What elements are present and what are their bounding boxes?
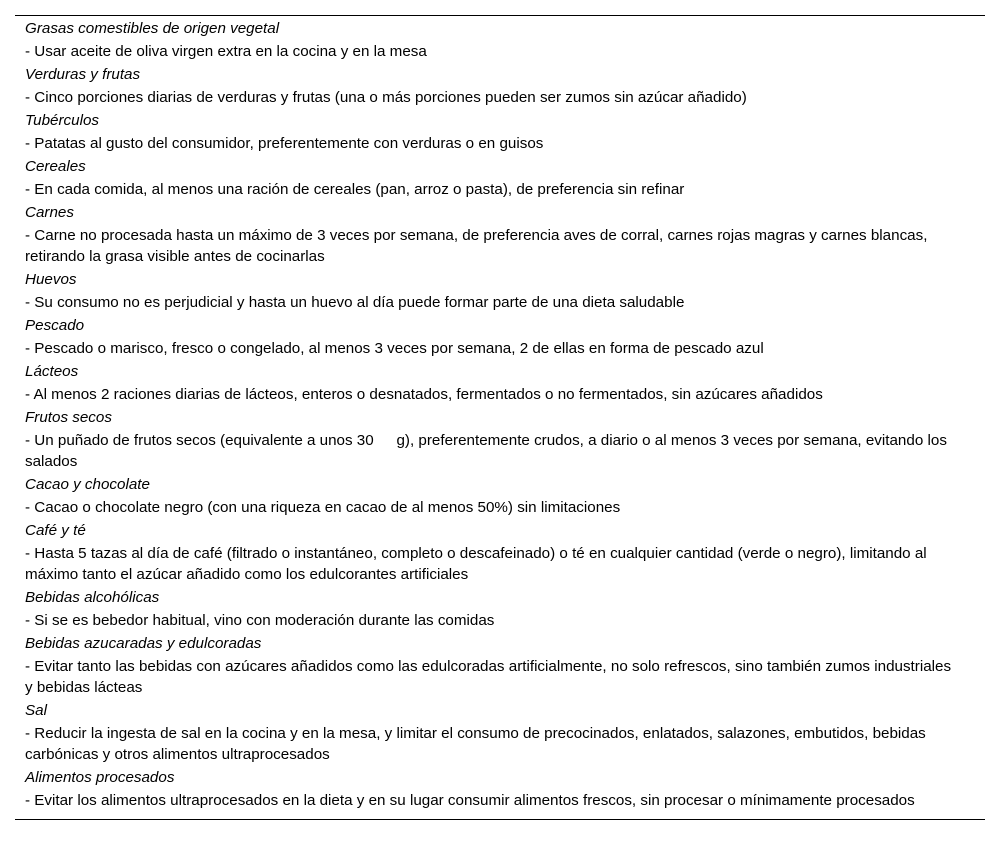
recommendation-text: - Patatas al gusto del consumidor, preferentemente con verduras o en guisos [25,135,544,152]
category-label: Cacao y chocolate [25,476,150,493]
recommendation-text: - Usar aceite de oliva virgen extra en la cocina y en la mesa [25,43,427,60]
category-label: Tubérculos [25,112,100,129]
category-label: Carnes [25,204,74,221]
recommendation-text: - Cinco porciones diarias de verduras y frutas (una o más porciones pueden ser zumos sin azúcar añadido) [25,89,747,106]
category-label: Sal [25,702,47,719]
recommendation-text: - Evitar los alimentos ultraprocesados en la dieta y en su lugar consumir alimentos frescos, sin procesar o mínimamente procesados [25,792,915,809]
category-label: Bebidas alcohólicas [25,589,160,606]
category-label: Pescado [25,317,85,334]
recommendations-table [15,15,985,820]
category-label: Cereales [25,158,86,175]
category-label: Bebidas azucaradas y edulcoradas [25,635,262,652]
category-label: Grasas comestibles de origen vegetal [25,20,280,37]
recommendation-text: - Carne no procesada hasta un máximo de 3 veces por semana, de preferencia aves de corral, carnes rojas magras y carnes blancas, retirando la grasa visible antes de cocinarlas [25,227,928,265]
category-label: Café y té [25,522,86,539]
category-label: Lácteos [25,363,79,380]
recommendation-text: - Si se es bebedor habitual, vino con moderación durante las comidas [25,612,495,629]
recommendation-text: - Pescado o marisco, fresco o congelado, al menos 3 veces por semana, 2 de ellas en forma de pescado azul [25,340,764,357]
recommendation-text: - Al menos 2 raciones diarias de lácteos, enteros o desnatados, fermentados o no fermentados, sin azúcares añadidos [25,386,823,403]
category-label: Alimentos procesados [25,769,175,786]
recommendation-text: - En cada comida, al menos una ración de cereales (pan, arroz o pasta), de preferencia sin refinar [25,181,685,198]
recommendation-text: - Un puñado de frutos secos (equivalente a unos 30 g), preferentemente crudos, a diario o al menos 3 veces por semana, evitando los salados [25,432,947,470]
category-label: Verduras y frutas [25,66,141,83]
recommendation-text: - Evitar tanto las bebidas con azúcares añadidos como las edulcoradas artificialmente, no solo refrescos, sino también zumos industriales y bebidas lácteas [25,658,952,696]
category-label: Huevos [25,271,77,288]
recommendation-text: - Hasta 5 tazas al día de café (filtrado o instantáneo, completo o descafeinado) o té en cualquier cantidad (verde o negro), limitando al máximo tanto el azúcar añadido como los edulcorantes artificiales [25,545,927,583]
recommendation-text: - Cacao o chocolate negro (con una riqueza en cacao de al menos 50%) sin limitaciones [25,499,621,516]
category-label: Frutos secos [25,409,112,426]
recommendation-text: - Reducir la ingesta de sal en la cocina y en la mesa, y limitar el consumo de precocinados, enlatados, salazones, embutidos, bebidas carbónicas y otros alimentos ultraprocesados [25,725,926,763]
recommendation-text: - Su consumo no es perjudicial y hasta un huevo al día puede formar parte de una dieta saludable [25,294,685,311]
